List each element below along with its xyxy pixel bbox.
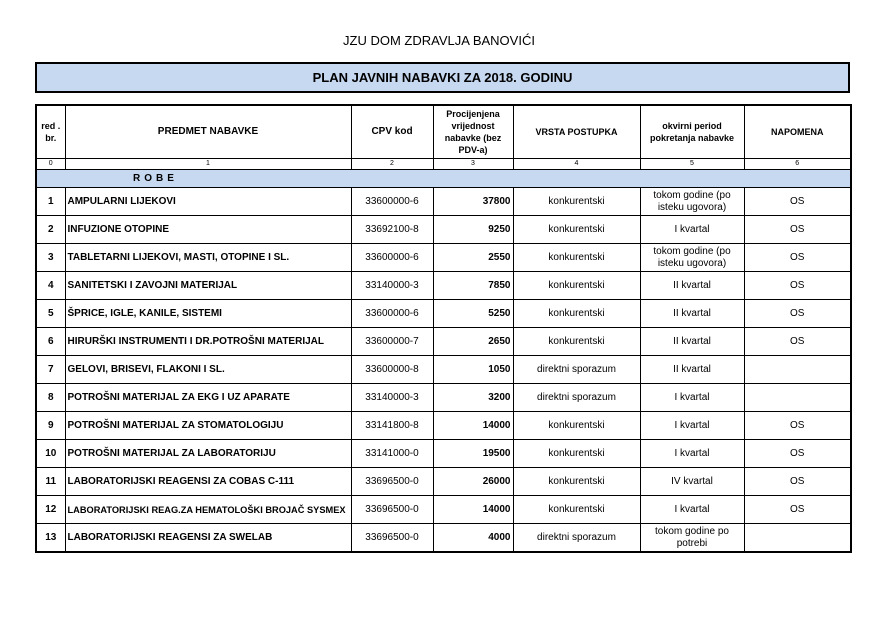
note: OS [744,300,851,328]
estimated-value: 3200 [433,384,513,412]
column-number: 3 [433,159,513,170]
item-name: GELOVI, BRISEVI, FLAKONI I SL. [65,356,351,384]
column-number-row [36,159,851,170]
estimated-value: 37800 [433,188,513,216]
procurement-period: tokom godine (po isteku ugovora) [640,188,744,216]
item-name: POTROŠNI MATERIJAL ZA EKG I UZ APARATE [65,384,351,412]
estimated-value: 19500 [433,440,513,468]
document-title: PLAN JAVNIH NABAVKI ZA 2018. GODINU [35,62,850,93]
row-number: 10 [36,440,65,468]
item-name: TABLETARNI LIJEKOVI, MASTI, OTOPINE I SL. [65,244,351,272]
section-row [36,170,851,188]
table-row [36,524,851,553]
column-header-period: okvirni period pokretanja nabavke [640,105,744,159]
row-number: 6 [36,328,65,356]
procurement-period: I kvartal [640,384,744,412]
note: OS [744,496,851,524]
estimated-value: 1050 [433,356,513,384]
procurement-period: IV kvartal [640,468,744,496]
column-number: 6 [744,159,851,170]
column-header-vrijednost: Procijenjena vrijednost nabavke (bez PDV-a) [433,105,513,159]
cpv-code: 33600000-6 [351,188,433,216]
item-name: LABORATORIJSKI REAGENSI ZA COBAS C-111 [65,468,351,496]
column-number: 4 [513,159,640,170]
item-name: INFUZIONE OTOPINE [65,216,351,244]
procurement-period: I kvartal [640,440,744,468]
estimated-value: 14000 [433,496,513,524]
procedure-type: konkurentski [513,244,640,272]
note [744,356,851,384]
item-name: HIRURŠKI INSTRUMENTI I DR.POTROŠNI MATERIJAL [65,328,351,356]
cpv-code: 33600000-8 [351,356,433,384]
table-row [36,496,851,524]
note: OS [744,440,851,468]
cpv-code: 33600000-6 [351,300,433,328]
estimated-value: 9250 [433,216,513,244]
estimated-value: 7850 [433,272,513,300]
procurement-period: tokom godine (po isteku ugovora) [640,244,744,272]
procurement-period: II kvartal [640,328,744,356]
row-number: 12 [36,496,65,524]
row-number: 3 [36,244,65,272]
row-number: 4 [36,272,65,300]
procedure-type: konkurentski [513,272,640,300]
item-name: SANITETSKI I ZAVOJNI MATERIJAL [65,272,351,300]
procedure-type: konkurentski [513,188,640,216]
cpv-code: 33141800-8 [351,412,433,440]
procedure-type: direktni sporazum [513,356,640,384]
column-number: 1 [65,159,351,170]
table-row [36,188,851,216]
procurement-period: tokom godine po potrebi [640,524,744,553]
estimated-value: 26000 [433,468,513,496]
table-row [36,440,851,468]
procurement-plan-table [35,104,852,553]
note [744,384,851,412]
cpv-code: 33696500-0 [351,496,433,524]
procedure-type: konkurentski [513,216,640,244]
estimated-value: 4000 [433,524,513,553]
table-header-row [36,105,851,159]
note: OS [744,244,851,272]
item-name: POTROŠNI MATERIJAL ZA LABORATORIJU [65,440,351,468]
note [744,524,851,553]
procurement-period: I kvartal [640,216,744,244]
section-label: ROBE [36,170,851,188]
procedure-type: konkurentski [513,328,640,356]
cpv-code: 33696500-0 [351,468,433,496]
table-row [36,244,851,272]
procedure-type: konkurentski [513,440,640,468]
row-number: 7 [36,356,65,384]
note: OS [744,468,851,496]
column-number: 5 [640,159,744,170]
cpv-code: 33140000-3 [351,272,433,300]
note: OS [744,412,851,440]
column-number: 0 [36,159,65,170]
procurement-period: II kvartal [640,272,744,300]
note: OS [744,272,851,300]
column-header-napomena: NAPOMENA [744,105,851,159]
procurement-period: I kvartal [640,412,744,440]
cpv-code: 33696500-0 [351,524,433,553]
row-number: 11 [36,468,65,496]
procedure-type: konkurentski [513,468,640,496]
cpv-code: 33141000-0 [351,440,433,468]
note: OS [744,188,851,216]
table-row [36,468,851,496]
estimated-value: 14000 [433,412,513,440]
row-number: 13 [36,524,65,553]
row-number: 2 [36,216,65,244]
column-header-cpv: CPV kod [351,105,433,159]
item-name: AMPULARNI LIJEKOVI [65,188,351,216]
item-name: LABORATORIJSKI REAGENSI ZA SWELAB [65,524,351,553]
column-number: 2 [351,159,433,170]
cpv-code: 33600000-6 [351,244,433,272]
row-number: 9 [36,412,65,440]
table-row [36,356,851,384]
estimated-value: 2650 [433,328,513,356]
cpv-code: 33600000-7 [351,328,433,356]
cpv-code: 33140000-3 [351,384,433,412]
table-row [36,272,851,300]
item-name: POTROŠNI MATERIJAL ZA STOMATOLOGIJU [65,412,351,440]
procedure-type: konkurentski [513,496,640,524]
item-name: LABORATORIJSKI REAG.ZA HEMATOLOŠKI BROJAČ SYSMEX [65,496,351,524]
procedure-type: konkurentski [513,300,640,328]
estimated-value: 2550 [433,244,513,272]
procurement-period: II kvartal [640,300,744,328]
table-row [36,300,851,328]
column-header-red-br: red . br. [36,105,65,159]
row-number: 8 [36,384,65,412]
table-row [36,328,851,356]
cpv-code: 33692100-8 [351,216,433,244]
table-row [36,384,851,412]
procedure-type: konkurentski [513,412,640,440]
note: OS [744,328,851,356]
column-header-postupak: VRSTA POSTUPKA [513,105,640,159]
procurement-period: I kvartal [640,496,744,524]
column-header-predmet: PREDMET NABAVKE [65,105,351,159]
procurement-period: II kvartal [640,356,744,384]
procedure-type: direktni sporazum [513,524,640,553]
note: OS [744,216,851,244]
estimated-value: 5250 [433,300,513,328]
row-number: 1 [36,188,65,216]
organization-name: JZU DOM ZDRAVLJA BANOVIĆI [343,33,535,48]
row-number: 5 [36,300,65,328]
table-row [36,412,851,440]
procedure-type: direktni sporazum [513,384,640,412]
item-name: ŠPRICE, IGLE, KANILE, SISTEMI [65,300,351,328]
table-row [36,216,851,244]
